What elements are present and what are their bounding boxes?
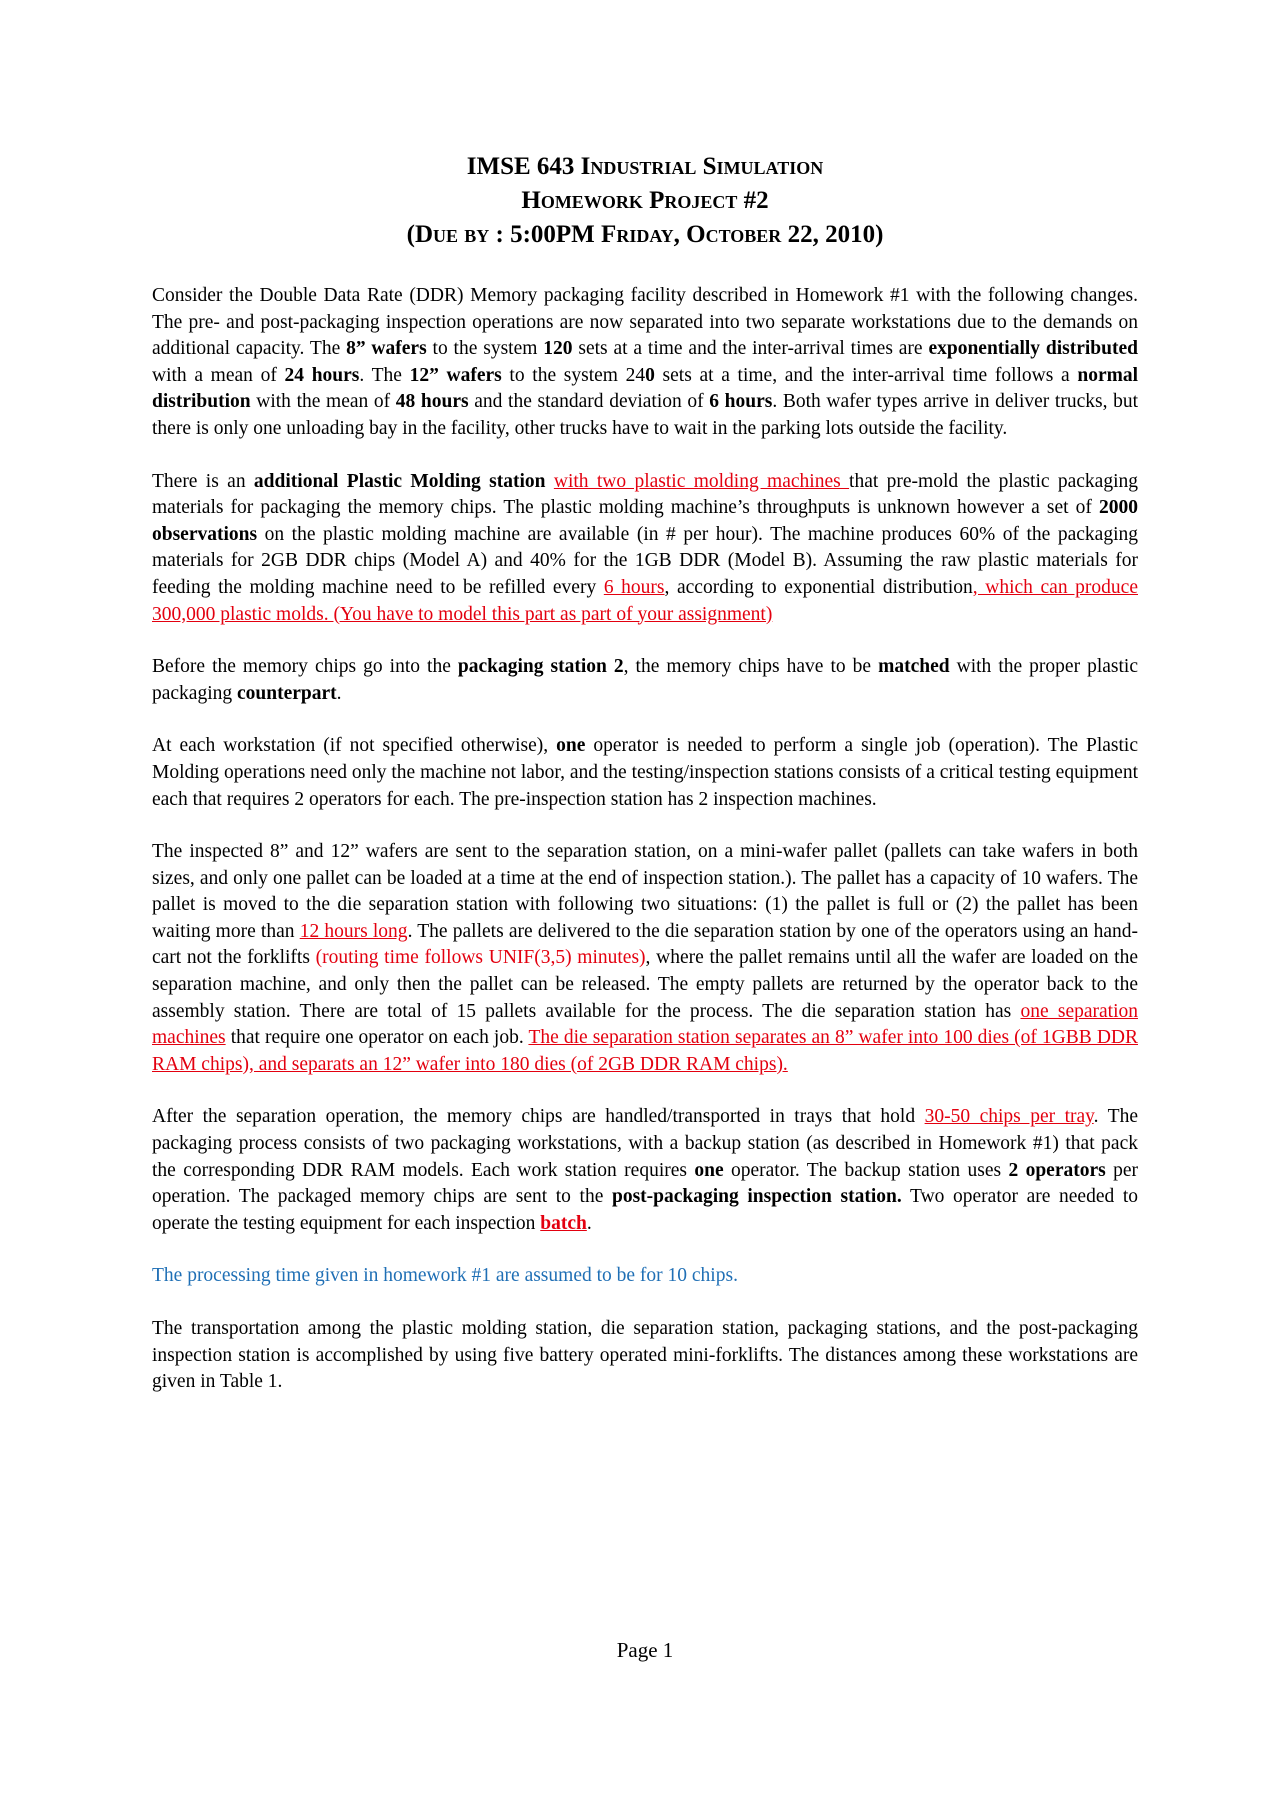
text-run: with the proper plastic packaging: [152, 656, 1138, 704]
title-run: Homework Project: [521, 187, 738, 214]
title-run: Due by: [414, 221, 490, 248]
text-run: 2 operators: [1008, 1159, 1106, 1181]
text-run: The die separation station separates an 8” wafer into 100 dies (of 1GBB DDR RAM chips), and separats an 12” wafer into 180 dies (of 2GB DDR RAM chips).: [152, 1027, 1139, 1075]
document-title: [152, 150, 1138, 252]
text-run: At each workstation (if not specified otherwise),: [152, 735, 557, 757]
text-run: .: [336, 682, 342, 704]
text-run: 48 hours: [395, 391, 469, 413]
title-run: (: [406, 221, 415, 248]
text-run: operator. The backup station uses: [723, 1159, 1009, 1181]
paragraph-packaging-match: [152, 654, 1138, 707]
title-run: Industrial Simulation: [580, 153, 824, 180]
title-line-due-date: [152, 218, 1138, 252]
text-run: . The: [359, 364, 410, 386]
text-run: Two operator are needed to operate the testing equipment for each inspection: [152, 1186, 1139, 1234]
text-run: The processing time given in homework #1 are assumed to be for 10 chips.: [152, 1265, 738, 1287]
text-run: sets at a time, and the inter-arrival time follows a: [654, 364, 1078, 386]
text-run: 8” wafers: [346, 338, 427, 360]
text-run: with the mean of: [250, 391, 396, 413]
text-run: , the memory chips have to be: [623, 656, 879, 678]
text-run: , according to exponential distribution: [664, 576, 973, 598]
text-run: packaging station 2: [457, 656, 624, 678]
text-run: one: [556, 735, 586, 757]
title-line-course: [152, 150, 1138, 184]
title-run: Friday: [601, 221, 674, 248]
text-run: and the standard deviation of: [468, 391, 710, 413]
paragraph-transportation: [152, 1316, 1138, 1396]
text-run: 6 hours: [603, 576, 665, 598]
text-run: matched: [878, 656, 950, 678]
text-run: to the system: [426, 338, 544, 360]
text-run: [546, 471, 554, 492]
text-run: post-packaging inspection station.: [612, 1186, 902, 1208]
text-run: one separation machines: [152, 1000, 1138, 1049]
text-run: with two plastic molding machines: [553, 470, 850, 492]
paragraph-processing-time-note: [152, 1263, 1138, 1290]
text-run: After the separation operation, the memory chips are handled/transported in trays that hold: [152, 1106, 925, 1128]
text-run: The transportation among the plastic molding station, die separation station, packaging stations, and the post-packaging inspection station is accomplished by using five battery operated mini-forklifts. The distances among these workstations are given in Table 1.: [152, 1318, 1138, 1393]
text-run: that require one operator on each job.: [225, 1027, 529, 1049]
text-run: , where the pallet remains until all the wafer are loaded on the separation machine, and only then the pallet can be released. The empty pallets are returned by the operator back to the assembly station. There are total of 15 pallets available for the process. The die separation station has: [152, 947, 1138, 1022]
text-run: operator is needed to perform a single job (operation). The Plastic Molding operations need only the machine not labor, and the testing/inspection stations consists of a critical testing equipment each that requires 2 operators for each. The pre-inspection station has 2 inspection machines.: [152, 735, 1138, 810]
title-run: 22, 2010): [781, 221, 884, 248]
title-run: : 5:00PM: [489, 221, 602, 248]
page-number: Page 1: [616, 1638, 674, 1662]
text-run: 24 hours: [284, 364, 360, 386]
paragraph-pallets-separation: [152, 839, 1138, 1078]
title-run: October: [686, 221, 782, 248]
paragraph-plastic-molding: [152, 469, 1138, 629]
paragraph-trays-packaging: [152, 1104, 1138, 1237]
text-run: on the plastic molding machine are available (in # per hour). The machine produces 60% of the packaging materials for 2GB DDR chips (Model A) and 40% for the 1GB DDR (Model B). Assuming the raw plastic materials for feeding the molding machine need to be refilled every: [152, 523, 1138, 598]
text-run: Consider the Double Data Rate (DDR) Memory packaging facility described in Homework #1 with the following changes. The pre- and post-packaging inspection operations are now separated into two separate workstations due to the demands on additional capacity. The: [152, 285, 1138, 360]
text-run: normal distribution: [152, 364, 1139, 413]
text-run: 120: [543, 338, 573, 360]
text-run: 0: [645, 364, 655, 386]
text-run: sets at a time and the inter-arrival times are: [572, 338, 929, 360]
title-line-project: [152, 184, 1138, 218]
text-run: , which can produce 300,000 plastic molds. (You have to model this part as part of your assignment): [152, 576, 1138, 625]
text-run: (routing time follows UNIF(3,5) minutes): [315, 947, 646, 969]
text-run: .: [586, 1212, 592, 1234]
text-run: one: [694, 1159, 724, 1181]
text-run: Before the memory chips go into the: [152, 656, 458, 678]
text-run: that pre-mold the plastic packaging materials for packaging the memory chips. The plastic molding machine’s throughputs is unknown however a set of: [152, 470, 1139, 519]
text-run: additional Plastic Molding station: [253, 470, 546, 492]
text-run: . The pallets are delivered to the die separation station by one of the operators using an hand-cart not the forklifts: [152, 920, 1139, 969]
paragraph-operators: [152, 733, 1138, 813]
text-run: The inspected 8” and 12” wafers are sent to the separation station, on a mini-wafer pallet (pallets can take wafers in both sizes, and only one pallet can be loaded at a time at the end of inspection station.). The pallet has a capacity of 10 wafers. The pallet is moved to the die separation station with following two situations: (1) the pallet is full or (2) the pallet has been waiting more than: [152, 841, 1138, 942]
title-run: #2: [737, 187, 769, 214]
text-run: counterpart: [237, 682, 337, 704]
paragraph-facility-changes: [152, 283, 1138, 443]
document-body: [152, 283, 1138, 1422]
title-run: IMSE 643: [466, 153, 581, 180]
title-run: ,: [673, 221, 687, 248]
text-run: 12 hours long: [299, 920, 408, 942]
text-run: 30-50 chips per tray: [924, 1106, 1094, 1128]
text-run: batch: [540, 1212, 587, 1234]
text-run: . Both wafer types arrive in deliver trucks, but there is only one unloading bay in the facility, other trucks have to wait in the parking lots outside the facility.: [152, 391, 1139, 439]
text-run: 2000 observations: [152, 497, 1138, 545]
text-run: 12” wafers: [409, 364, 502, 386]
text-run: . The packaging process consists of two packaging workstations, with a backup station (as described in Homework #1) that pack the corresponding DDR RAM models. Each work station requires: [152, 1106, 1138, 1181]
text-run: 6 hours: [709, 391, 773, 413]
text-run: per operation. The packaged memory chips are sent to the: [152, 1159, 1138, 1208]
text-run: There is an: [152, 470, 254, 492]
text-run: exponentially distributed: [928, 338, 1138, 360]
text-run: to the system 24: [501, 364, 646, 386]
text-run: with a mean of: [152, 364, 285, 386]
